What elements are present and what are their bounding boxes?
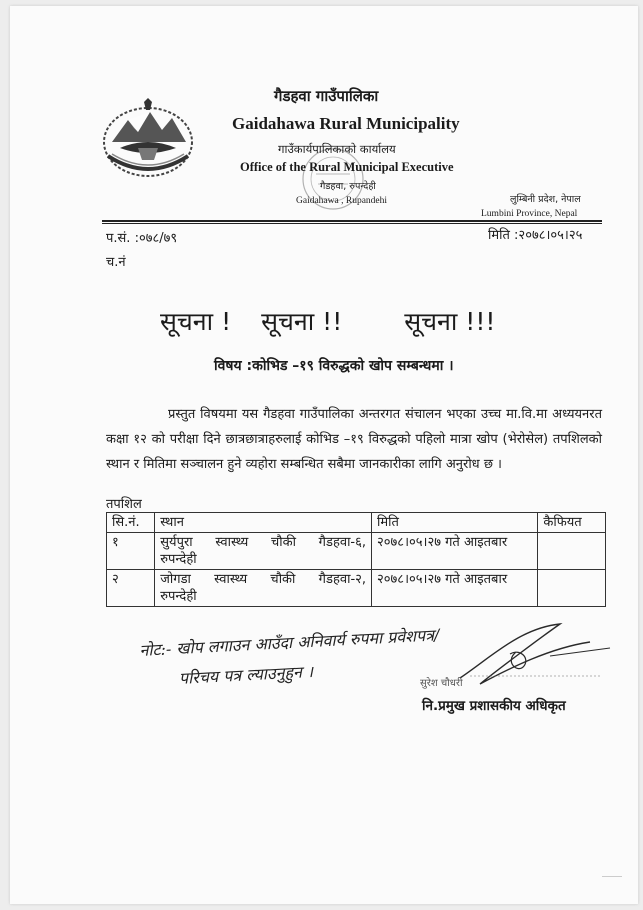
nepal-emblem-logo (98, 98, 198, 180)
row-place (155, 533, 372, 570)
row-serial: २ (107, 570, 155, 607)
header-serial: सि.नं. (107, 513, 155, 533)
document-page (10, 6, 638, 904)
row-date: २०७८।०५।२७ गते आइतबार (372, 533, 538, 570)
handwritten-note-line2: परिचय पत्र ल्याउनुहुन । (178, 661, 314, 688)
office-name-english: Office of the Rural Municipal Executive (240, 160, 454, 174)
province-english: Lumbini Province, Nepal (481, 209, 578, 219)
header-date: मिति (372, 513, 538, 533)
signatory-name: सुरेश चौधरी (420, 678, 463, 689)
handwritten-note-line1: नोट:- खोप लगाउन आउँदा अनिवार्य रुपमा प्रवेशपत्र/ (138, 625, 440, 660)
table-row (107, 533, 606, 570)
row-date: २०७८।०५।२७ गते आइतबार (372, 570, 538, 607)
scan-mark (602, 876, 622, 877)
subject-line: विषय :कोभिड –१९ विरुद्धको खोप सम्बन्धमा । (214, 358, 454, 374)
row-place (155, 570, 372, 607)
notice-word-3: सूचना !!! (404, 307, 496, 336)
row-place-line1: जोगडा स्वास्थ्य चौकी गैडहवा-२, (160, 572, 367, 587)
letter-date: मिति :२०७८।०५।२५ (488, 228, 583, 243)
office-name-nepali: गाउँकार्यपालिकाको कार्यालय (278, 142, 396, 156)
signatory-title: नि.प्रमुख प्रशासकीय अधिकृत (422, 698, 566, 714)
row-serial: १ (107, 533, 155, 570)
header-divider (102, 220, 602, 222)
notice-word-1: सूचना ! (160, 307, 232, 336)
table-header-row (107, 513, 606, 533)
row-place-line2: रुपन्देही (160, 589, 197, 604)
table-row (107, 570, 606, 607)
row-place-line2: रुपन्देही (160, 552, 197, 567)
address-english: Gaidahawa , Rupandehi (296, 196, 388, 206)
municipality-name-nepali: गैडहवा गाउँपालिका (274, 87, 379, 105)
notice-heading (160, 304, 495, 338)
notice-word-2: सूचना !! (261, 307, 343, 336)
header-place: स्थान (155, 513, 372, 533)
schedule-table (106, 512, 606, 607)
reference-number: प.सं. :०७८/७९ (106, 231, 178, 246)
address-nepali: गैडहवा, रुपन्देही (320, 181, 376, 192)
header-divider-thin (102, 223, 602, 224)
table-caption: तपशिल (106, 497, 142, 512)
municipality-name-english: Gaidahawa Rural Municipality (232, 114, 460, 133)
row-remarks (538, 533, 606, 570)
dispatch-number: च.नं (106, 255, 126, 270)
row-remarks (538, 570, 606, 607)
row-place-line1: सुर्यपुरा स्वास्थ्य चौकी गैडहवा-६, (160, 535, 367, 550)
header-remarks: कैफियत (538, 513, 606, 533)
province-nepali: लुम्बिनी प्रदेश, नेपाल (510, 194, 581, 205)
body-paragraph: प्रस्तुत विषयमा यस गैडहवा गाउँपालिका अन्तरगत संचालन भएका उच्च मा.वि.मा अध्ययनरत कक्षा १२ को परीक्षा दिने छात्रछात्राहरुलाई कोभिड –१९ विरुद्धको पहिलो मात्रा खोप (भेरोसेल) तपशिलको स्थान र मितिमा सञ्चालन हुने व्यहोरा सम्बन्धित सबैमा जानकारीका लागि अनुरोध छ । (106, 407, 602, 472)
